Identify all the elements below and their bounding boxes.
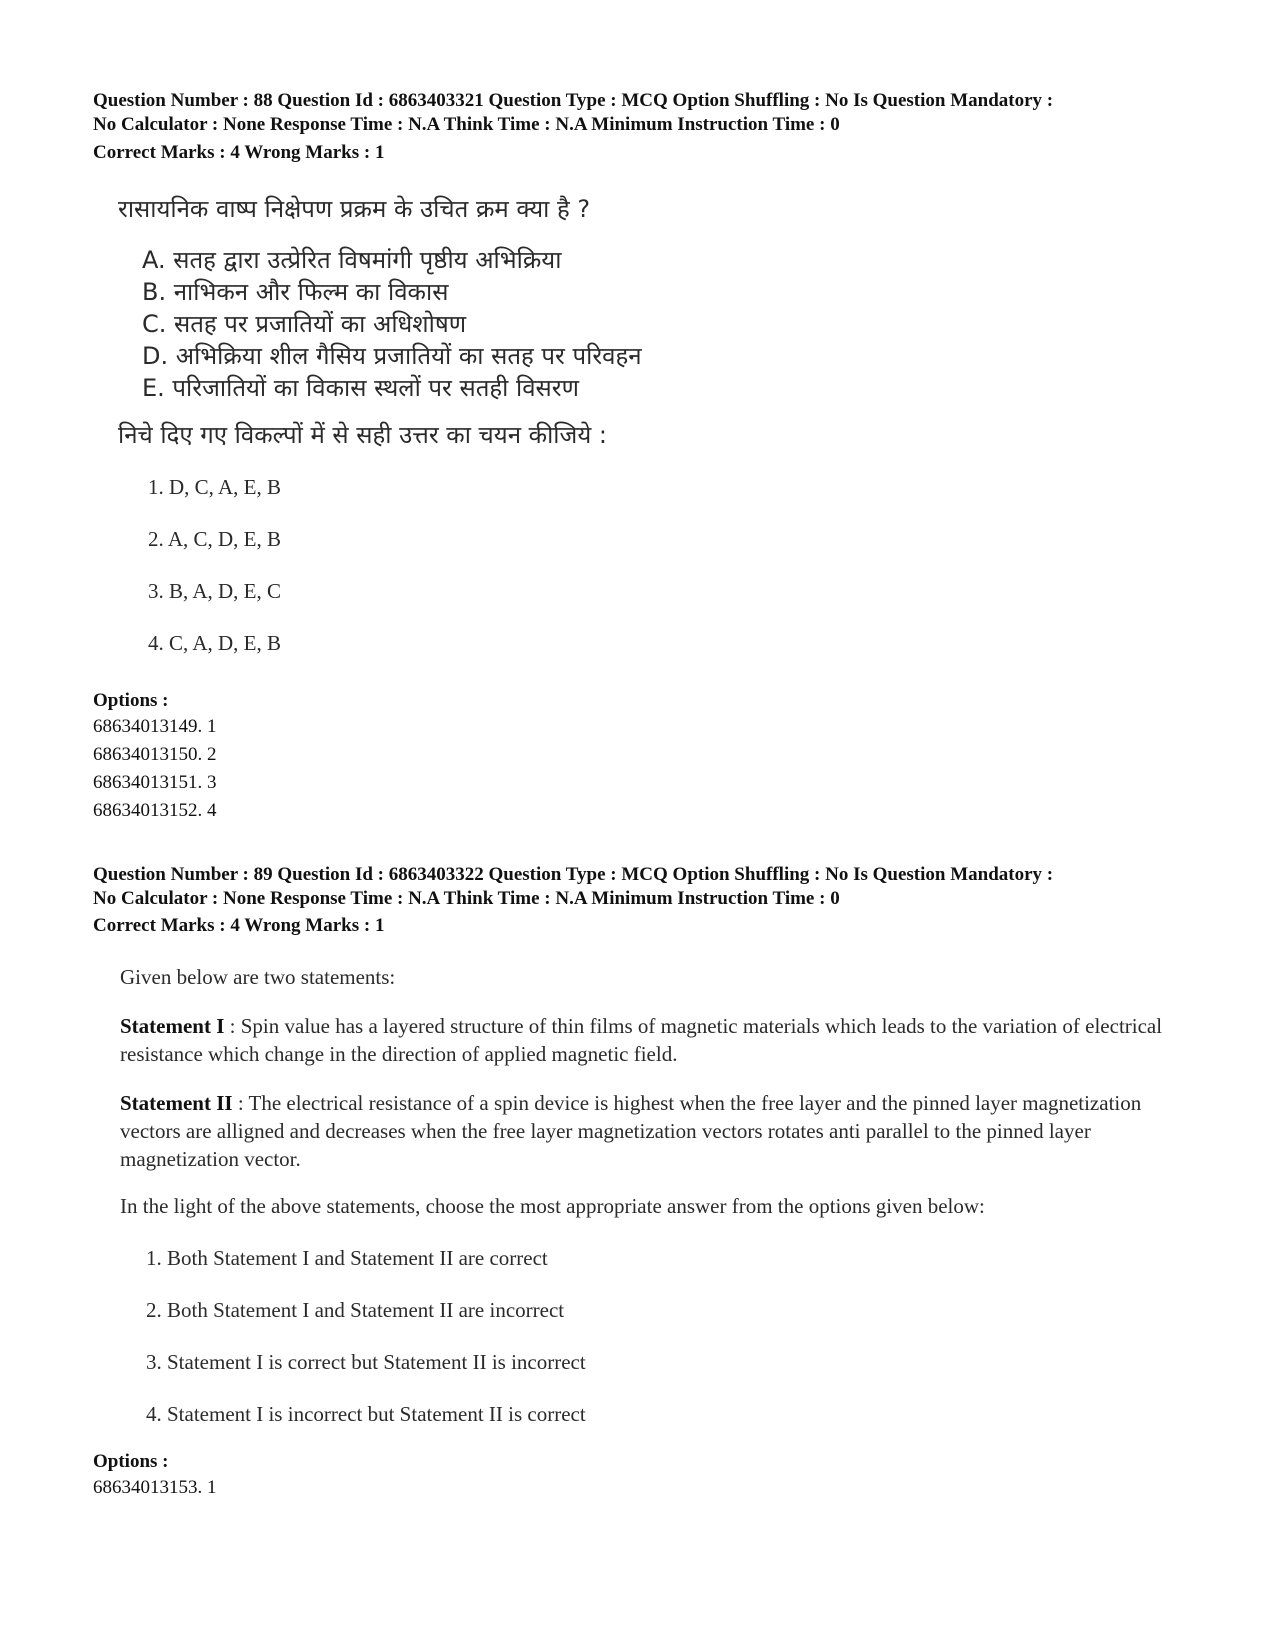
q89-option-1: 68634013153. 1 [93,1477,217,1498]
q89-answer-4: 4. Statement I is incorrect but Statement II is correct [146,1402,586,1426]
q88-meta-line2: No Calculator : None Response Time : N.A Think Time : N.A Minimum Instruction Time : 0 [93,114,840,135]
q89-prompt: In the light of the above statements, choose the most appropriate answer from the options given below: [120,1194,985,1218]
q88-item-e: E. परिजातियों का विकास स्थलों पर सतही विसरण [142,374,579,402]
q88-item-b: B. नाभिकन और फिल्म का विकास [142,278,449,306]
q88-answer-3: 3. B, A, D, E, C [148,579,282,603]
q89-statement-1-text: : Spin value has a layered structure of thin films of magnetic materials which leads to the variation of electrical resistance which change in the direction of applied magnetic field. [120,1014,1163,1066]
q89-statement-1-label: Statement I [120,1014,225,1038]
q88-options-list [93,713,217,825]
q88-item-a: A. सतह द्वारा उत्प्रेरित विषमांगी पृष्ठीय अभिक्रिया [142,246,562,274]
q89-meta-line2: No Calculator : None Response Time : N.A Think Time : N.A Minimum Instruction Time : 0 [93,888,840,909]
q88-option-4: 68634013152. 4 [93,800,217,821]
q89-statement-2 [120,1089,1200,1173]
q88-instruction: निचे दिए गए विकल्पों में से सही उत्तर का चयन कीजिये : [118,421,607,449]
q88-answer-2: 2. A, C, D, E, B [148,527,282,551]
q89-statement-2-text: : The electrical resistance of a spin device is highest when the free layer and the pinned layer magnetization vectors are alligned and decreases when the free layer magnetization vectors rotates anti parallel to the pinned layer magnetization vector. [120,1091,1142,1171]
q89-meta-line1: Question Number : 89 Question Id : 6863403322 Question Type : MCQ Option Shuffling : No Is Question Mandatory : [93,864,1054,885]
q88-answer-4: 4. C, A, D, E, B [148,631,282,655]
q88-items [142,244,642,404]
q88-option-2: 68634013150. 2 [93,744,217,765]
q89-intro: Given below are two statements: [120,965,396,989]
q88-meta-line1: Question Number : 88 Question Id : 6863403321 Question Type : MCQ Option Shuffling : No Is Question Mandatory : [93,90,1054,111]
q89-options-list [93,1474,217,1502]
q89-answer-2: 2. Both Statement I and Statement II are incorrect [146,1298,565,1322]
q88-answer-1: 1. D, C, A, E, B [148,475,282,499]
q88-stem: रासायनिक वाष्प निक्षेपण प्रक्रम के उचित क्रम क्या है ? [118,195,591,223]
q89-options-label: Options : [93,1451,169,1472]
q88-option-3: 68634013151. 3 [93,772,217,793]
q89-statement-1 [120,1012,1200,1068]
q88-question-body [118,194,642,656]
q89-statement-2-label: Statement II [120,1091,233,1115]
q89-answer-1: 1. Both Statement I and Statement II are correct [146,1246,548,1270]
q88-marks: Correct Marks : 4 Wrong Marks : 1 [93,142,385,163]
q88-item-d: D. अभिक्रिया शील गैसिय प्रजातियों का सतह पर परिवहन [142,342,642,370]
q89-marks: Correct Marks : 4 Wrong Marks : 1 [93,915,385,936]
q88-meta [93,89,1193,137]
q88-option-1: 68634013149. 1 [93,716,217,737]
q88-item-c: C. सतह पर प्रजातियों का अधिशोषण [142,310,467,338]
q88-options-label: Options : [93,690,169,711]
q89-meta [93,863,1193,911]
q89-answer-3: 3. Statement I is correct but Statement II is incorrect [146,1350,586,1374]
